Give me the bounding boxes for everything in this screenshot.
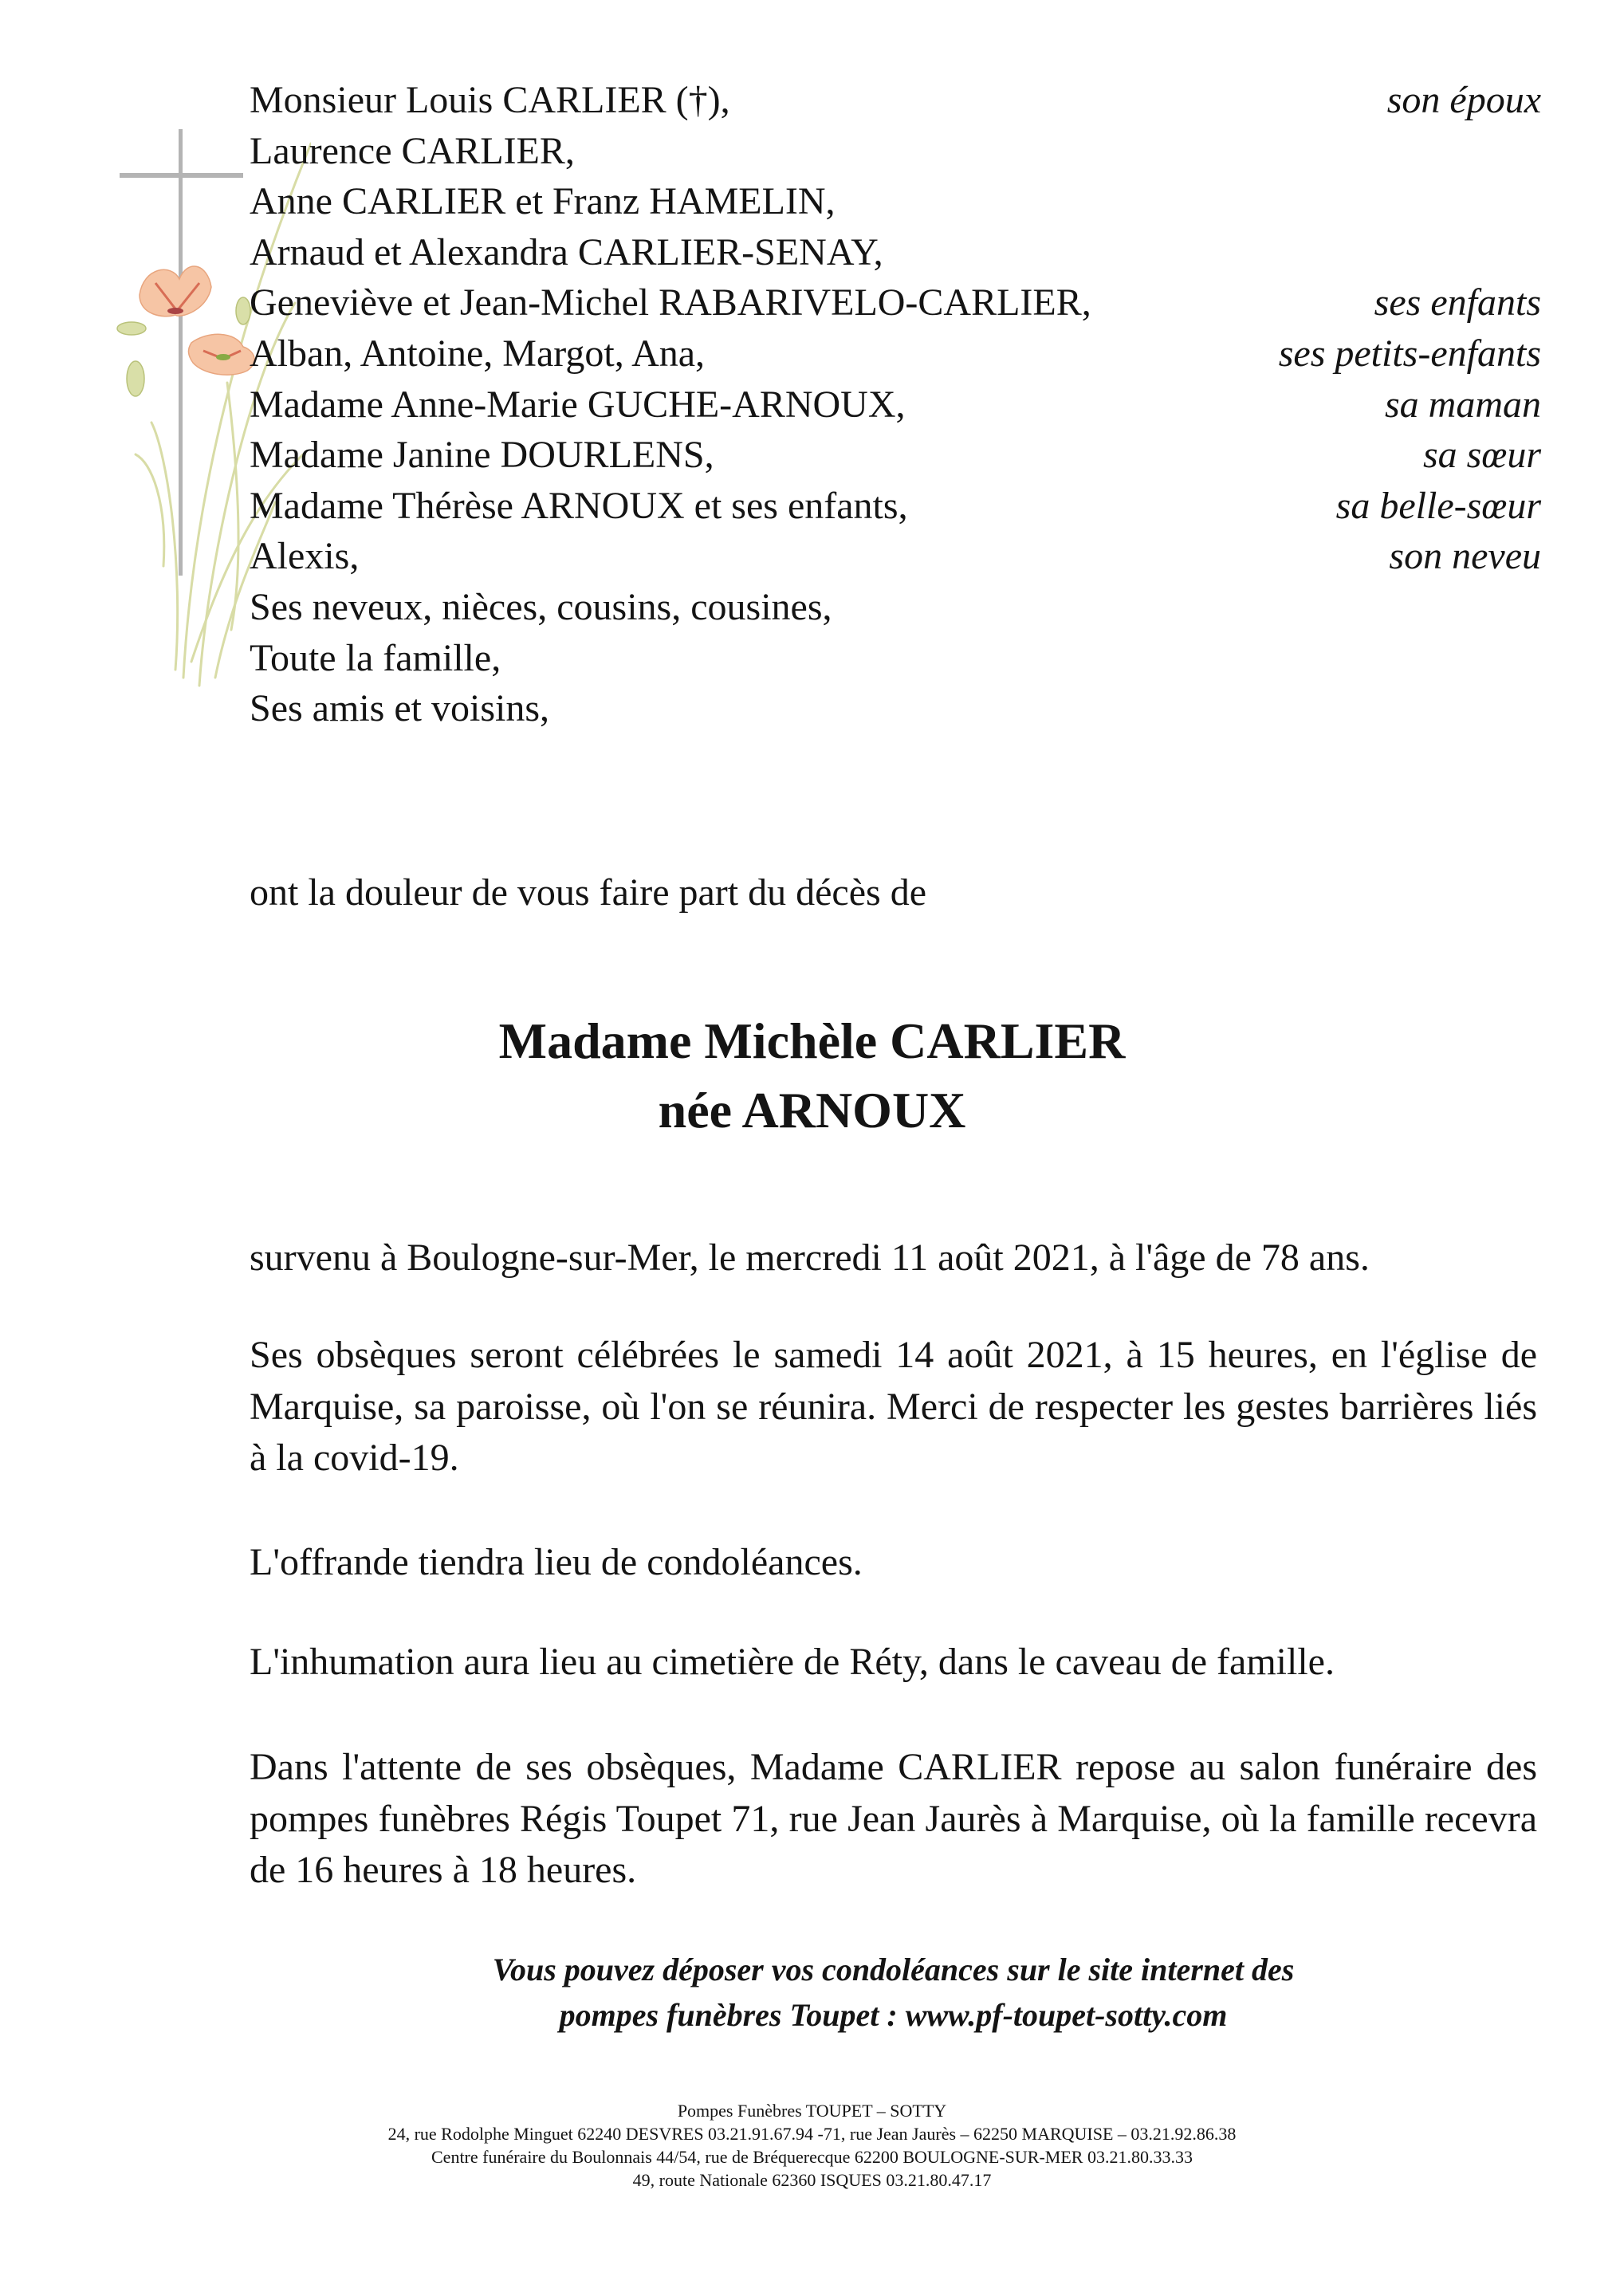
funeral-paragraph: Ses obsèques seront célébrées le samedi 14 août 2021, à 15 heures, en l'église de Marquise, sa paroisse, où l'on se réunira. Merci de respecter les gestes barrières liés à la covid-19. [250,1334,1537,1479]
family-member-name: Alban, Antoine, Margot, Ana, [250,332,706,375]
family-row [250,379,1541,431]
family-row [250,126,1541,177]
family-member-name: Ses amis et voisins, [250,687,550,730]
footer-address-2: Centre funéraire du Boulonnais 44/54, rue de Bréquerecque 62200 BOULOGNE-SUR-MER 03.21.80.33.33 [431,2147,1193,2167]
family-row [250,277,1541,328]
footer-address-3: 49, route Nationale 62360 ISQUES 03.21.80.47.17 [632,2170,992,2190]
family-member-name: Alexis, [250,535,360,578]
family-member-name: Madame Janine DOURLENS, [250,434,714,477]
family-member-name: Madame Thérèse ARNOUX et ses enfants, [250,484,908,527]
family-relation: son neveu [1389,535,1541,578]
family-relation: sa sœur [1422,434,1541,477]
condolences-note-line2: pompes funèbres Toupet : www.pf-toupet-sotty.com [559,1997,1228,2033]
burial-paragraph: L'inhumation aura lieu au cimetière de Réty, dans le caveau de famille. [250,1641,1335,1683]
family-member-name: Ses neveux, nièces, cousins, cousines, [250,585,832,628]
deceased-maiden-name: née ARNOUX [658,1082,966,1138]
family-relation: sa belle-sœur [1335,484,1541,527]
family-row [250,481,1541,532]
family-row [250,176,1541,227]
viewing-paragraph: Dans l'attente de ses obsèques, Madame CARLIER repose au salon funéraire des pompes funèbres Régis Toupet 71, rue Jean Jaurès à Marquise, où la famille recevra de 16 heures à 18 heures. [250,1746,1537,1891]
family-relation: son époux [1386,79,1541,121]
family-member-name: Madame Anne-Marie GUCHE-ARNOUX, [250,383,906,426]
family-row [250,328,1541,379]
family-relation: sa maman [1384,383,1541,426]
family-row [250,227,1541,278]
family-member-name: Geneviève et Jean-Michel RABARIVELO-CARLIER, [250,281,1091,324]
poppy-bud [127,361,144,396]
condolences-note-line1: Vous pouvez déposer vos condoléances sur le site internet des [492,1952,1295,1987]
offering-paragraph: L'offrande tiendra lieu de condoléances. [250,1541,863,1583]
family-relation: ses enfants [1374,281,1541,324]
family-member-name: Monsieur Louis CARLIER (†), [250,79,730,121]
family-row [250,430,1541,481]
poppy-bud [117,322,146,335]
family-row [250,683,1541,734]
family-member-name: Anne CARLIER et Franz HAMELIN, [250,180,836,223]
death-paragraph: survenu à Boulogne-sur-Mer, le mercredi 11 août 2021, à l'âge de 78 ans. [250,1236,1370,1279]
announcement-intro: ont la douleur de vous faire part du décès de [250,871,927,914]
family-row [250,633,1541,684]
poppy-flower-upper [140,266,211,316]
family-member-name: Arnaud et Alexandra CARLIER-SENAY, [250,230,883,273]
family-row [250,582,1541,633]
family-row [250,531,1541,582]
family-row [250,75,1541,126]
family-member-name: Laurence CARLIER, [250,129,575,172]
deceased-name: Madame Michèle CARLIER [498,1012,1126,1069]
poppy-bud [236,297,250,324]
footer-address-1: 24, rue Rodolphe Minguet 62240 DESVRES 03.21.91.67.94 -71, rue Jean Jaurès – 62250 MARQUISE – 03.21.92.86.38 [387,2124,1237,2144]
family-relation: ses petits-enfants [1278,332,1541,375]
family-list [250,75,1541,734]
poppy-flower-lower [188,334,254,375]
family-member-name: Toute la famille, [250,636,501,679]
footer-company: Pompes Funèbres TOUPET – SOTTY [677,2101,947,2121]
